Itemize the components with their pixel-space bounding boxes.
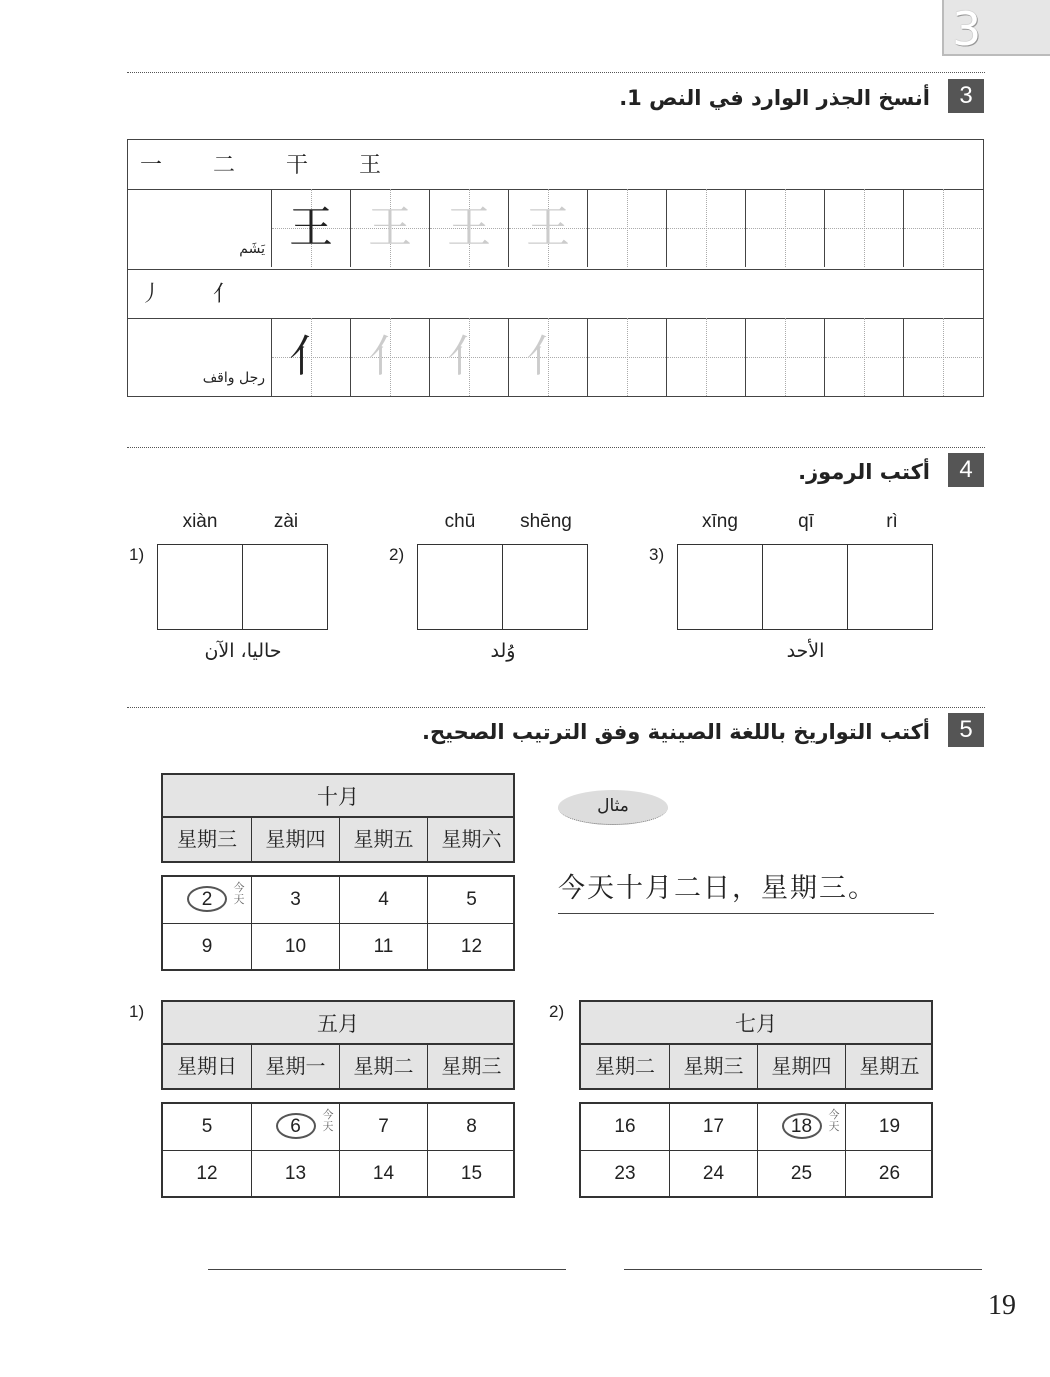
date: 13 (251, 1151, 339, 1197)
chapter-number: 3 (952, 2, 982, 56)
empty-cell[interactable] (666, 189, 745, 267)
model-cell (271, 318, 350, 396)
calendar-weekdays (161, 1045, 515, 1090)
calendar-week (163, 1151, 513, 1197)
empty-cell[interactable] (745, 318, 824, 396)
section-divider (127, 447, 985, 448)
weekday: 星期二 (595, 1054, 655, 1078)
trace-character: 王 (526, 202, 570, 253)
item-meaning: وُلد (490, 640, 516, 662)
empty-cell[interactable] (824, 318, 903, 396)
stroke-order: 丿 亻 (140, 282, 257, 307)
character-box[interactable] (157, 544, 243, 630)
date: 8 (427, 1104, 515, 1150)
today-mark: 今天 (828, 1108, 840, 1133)
section4-number: 4 (948, 453, 984, 487)
calendar-week (163, 877, 513, 924)
character-box[interactable] (677, 544, 763, 630)
section3-title: أنسخ الجذر الوارد في النص 1. (619, 86, 930, 110)
weekday: 星期四 (251, 818, 339, 861)
date: 14 (339, 1151, 427, 1197)
weekday: 星期三 (427, 1045, 515, 1088)
section-divider (127, 72, 985, 73)
calendar-month: 十月 (161, 773, 515, 818)
pinyin: xīng (702, 511, 738, 532)
calendar-week (581, 1151, 931, 1197)
date: 3 (251, 877, 339, 923)
weekday: 星期三 (177, 827, 237, 851)
item-label: 1) (129, 1002, 145, 1021)
weekday: 星期五 (845, 1045, 933, 1088)
weekday: 星期二 (339, 1045, 427, 1088)
date: 5 (201, 1116, 213, 1137)
weekday: 星期日 (177, 1054, 237, 1078)
date: 25 (757, 1151, 845, 1197)
model-character: 王 (289, 202, 333, 253)
page-number: 19 (988, 1290, 1016, 1321)
calendar-week (163, 924, 513, 970)
pinyin: shēng (520, 511, 572, 532)
calendar-weekdays (161, 818, 515, 863)
date: 12 (196, 1163, 218, 1184)
character-box[interactable] (762, 544, 848, 630)
section3-number: 3 (948, 79, 984, 113)
empty-cell[interactable] (824, 189, 903, 267)
pinyin: xiàn (182, 511, 218, 532)
calendar-dates (579, 1102, 933, 1198)
weekday: 星期五 (339, 818, 427, 861)
empty-cell[interactable] (587, 189, 666, 267)
practice-row (128, 318, 983, 396)
date: 11 (339, 924, 427, 970)
date-cell-today (163, 877, 251, 923)
trace-character: 亻 (447, 331, 491, 382)
trace-cell[interactable] (429, 318, 508, 396)
answer-line-1[interactable] (208, 1269, 566, 1270)
item-label: 3) (649, 545, 665, 564)
empty-cell[interactable] (903, 318, 982, 396)
date-circled: 2 (187, 886, 227, 912)
writing-grid (127, 139, 984, 397)
item-label: 2) (389, 545, 405, 564)
practice-row (128, 189, 983, 270)
date: 4 (339, 877, 427, 923)
date: 26 (845, 1151, 933, 1197)
trace-cell[interactable] (350, 318, 429, 396)
calendar-month: 五月 (161, 1000, 515, 1045)
calendar-week (163, 1104, 513, 1151)
stroke-order: 一 二 干 王 (140, 153, 403, 178)
date: 10 (251, 924, 339, 970)
character-box[interactable] (847, 544, 933, 630)
character-box[interactable] (502, 544, 588, 630)
radical-meaning: يَشَم (239, 241, 265, 257)
date: 19 (845, 1104, 933, 1150)
trace-cell[interactable] (508, 318, 587, 396)
character-box[interactable] (417, 544, 503, 630)
date-cell-today (251, 1104, 339, 1150)
example-underline (558, 913, 934, 914)
weekday: 星期一 (251, 1045, 339, 1088)
radical-meaning-cell (128, 318, 271, 396)
date-cell-today (757, 1104, 845, 1150)
item-meaning: حاليا، الآن (204, 640, 282, 662)
weekday: 星期六 (427, 818, 515, 861)
weekday: 星期三 (669, 1045, 757, 1088)
date: 16 (614, 1116, 636, 1137)
trace-character: 王 (368, 202, 412, 253)
section5-number: 5 (948, 713, 984, 747)
radical-meaning-cell (128, 189, 271, 267)
example-badge: مثال (558, 790, 668, 825)
today-mark: 今天 (322, 1108, 334, 1133)
calendar-dates (161, 875, 515, 971)
empty-cell[interactable] (666, 318, 745, 396)
calendar-weekdays (579, 1045, 933, 1090)
date: 24 (669, 1151, 757, 1197)
pinyin: qī (798, 511, 814, 532)
section4-title: أكتب الرموز. (798, 460, 930, 484)
date: 7 (339, 1104, 427, 1150)
date: 15 (427, 1151, 515, 1197)
item-label: 1) (129, 545, 145, 564)
character-box[interactable] (242, 544, 328, 630)
example-sentence: 今天十月二日，星期三。 (558, 873, 877, 904)
empty-cell[interactable] (745, 189, 824, 267)
date: 17 (669, 1104, 757, 1150)
calendar-month: 七月 (579, 1000, 933, 1045)
pinyin: chū (444, 511, 476, 532)
date-circled: 6 (276, 1113, 316, 1139)
date: 5 (427, 877, 515, 923)
trace-cell[interactable] (508, 189, 587, 267)
calendar-dates (161, 1102, 515, 1198)
trace-cell[interactable] (350, 189, 429, 267)
weekday: 星期四 (757, 1045, 845, 1088)
date-circled: 18 (782, 1113, 822, 1139)
trace-character: 亻 (526, 331, 570, 382)
radical-meaning: رجل واقف (202, 370, 265, 386)
stroke-order-row (128, 269, 983, 319)
model-character: 亻 (289, 331, 333, 382)
today-mark: 今天 (233, 881, 245, 906)
date: 9 (201, 936, 213, 957)
model-cell (271, 189, 350, 267)
calendar-week (581, 1104, 931, 1151)
pinyin: zài (273, 511, 299, 532)
section-divider (127, 707, 985, 708)
empty-cell[interactable] (903, 189, 982, 267)
item-meaning: الأحد (786, 640, 825, 662)
item-label: 2) (549, 1002, 565, 1021)
pinyin: rì (886, 511, 898, 532)
date: 12 (427, 924, 515, 970)
date: 23 (614, 1163, 636, 1184)
section5-title: أكتب التواريخ باللغة الصينية وفق الترتيب الصحيح. (422, 720, 930, 744)
empty-cell[interactable] (587, 318, 666, 396)
trace-cell[interactable] (429, 189, 508, 267)
stroke-order-row (128, 140, 983, 190)
trace-character: 王 (447, 202, 491, 253)
answer-line-2[interactable] (624, 1269, 982, 1270)
trace-character: 亻 (368, 331, 412, 382)
